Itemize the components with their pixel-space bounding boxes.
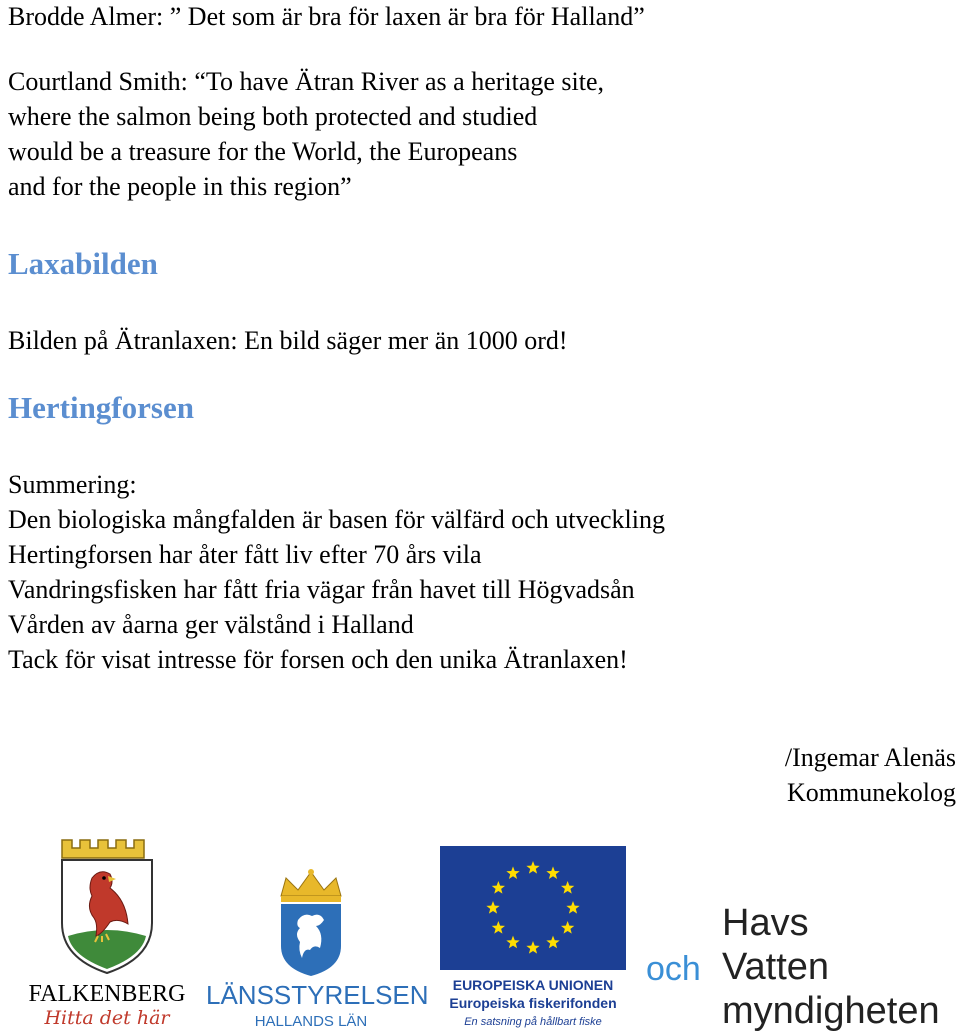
signature-title: Kommunekolog bbox=[787, 778, 956, 807]
eu-line-3: En satsning på hållbart fiske bbox=[464, 1016, 602, 1028]
eu-fisheries-fund-logo bbox=[440, 846, 626, 1032]
summary-label: Summering: bbox=[8, 470, 137, 499]
falkenberg-logo bbox=[22, 838, 192, 1033]
eu-line-2: Europeiska fiskerifonden bbox=[449, 995, 617, 1011]
havs-word: Havs bbox=[722, 902, 809, 944]
summary-line-2: Hertingforsen har åter fått liv efter 70 års vila bbox=[8, 540, 482, 569]
summary-line-4: Vården av åarna ger välstånd i Halland bbox=[8, 610, 414, 639]
falcon-coat-of-arms-icon bbox=[22, 838, 192, 978]
vatten-word: Vatten bbox=[722, 946, 830, 988]
crowned-lion-shield-icon bbox=[206, 868, 416, 978]
quote-courtland-smith-line-1: Courtland Smith: “To have Ätran River as a heritage site, bbox=[8, 67, 605, 96]
lansstyrelsen-name: LÄNSSTYRELSEN bbox=[206, 980, 429, 1010]
falkenberg-tagline: Hitta det här bbox=[44, 1007, 170, 1029]
laxabilden-text: Bilden på Ätranlaxen: En bild säger mer än 1000 ord! bbox=[8, 326, 568, 355]
myndigheten-word: myndigheten bbox=[722, 990, 940, 1032]
summary-line-1: Den biologiska mångfalden är basen för välfärd och utveckling bbox=[8, 505, 665, 534]
quote-courtland-smith-line-4: and for the people in this region” bbox=[8, 172, 352, 201]
quote-courtland-smith-line-3: would be a treasure for the World, the Europeans bbox=[8, 137, 518, 166]
eu-line-1: EUROPEISKA UNIONEN bbox=[452, 977, 614, 993]
falkenberg-name: FALKENBERG bbox=[28, 981, 186, 1007]
lansstyrelsen-subtitle: HALLANDS LÄN bbox=[254, 1013, 368, 1030]
quote-brodde-almer: Brodde Almer: ” Det som är bra för laxen är bra för Halland” bbox=[8, 2, 645, 31]
eu-flag-icon bbox=[440, 846, 626, 970]
lansstyrelsen-logo bbox=[206, 868, 429, 1033]
och-word: och bbox=[646, 950, 701, 988]
section-heading-hertingforsen: Hertingforsen bbox=[8, 390, 194, 425]
summary-line-5: Tack för visat intresse för forsen och den unika Ätranlaxen! bbox=[8, 645, 628, 674]
section-heading-laxabilden: Laxabilden bbox=[8, 246, 158, 281]
summary-line-3: Vandringsfisken har fått fria vägar från havet till Högvadsån bbox=[8, 575, 635, 604]
quote-courtland-smith-line-2: where the salmon being both protected and studied bbox=[8, 102, 538, 131]
havs-och-vatten-myndigheten-logo bbox=[646, 900, 956, 1032]
signature-name: /Ingemar Alenäs bbox=[784, 743, 956, 772]
